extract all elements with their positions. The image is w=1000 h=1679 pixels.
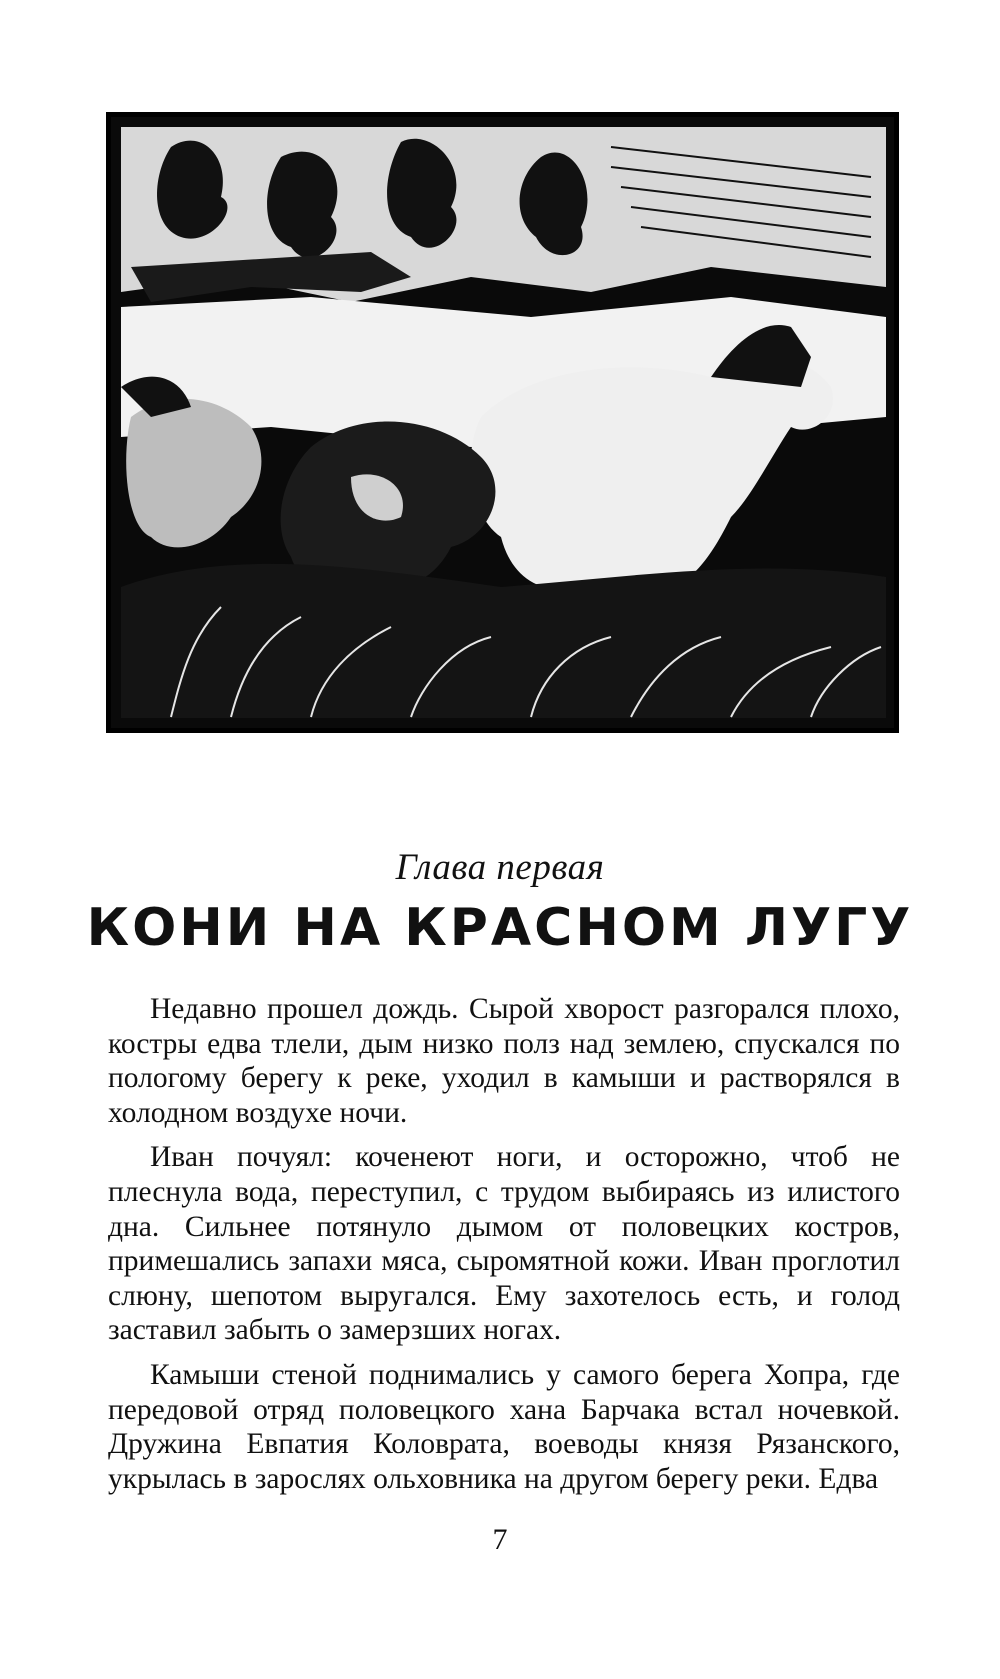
chapter-label: Глава первая xyxy=(395,847,605,888)
body-text xyxy=(108,992,900,1506)
chapter-title: КОНИ НА КРАСНОМ ЛУГУ xyxy=(86,898,914,958)
chapter-illustration xyxy=(106,112,899,733)
paragraph-1: Недавно прошел дождь. Сырой хворост разгорался плохо, костры едва тлели, дым низко полз над землею, спускался по пологому берегу к реке, уходил в камыши и растворялся в холодном воздухе ночи. xyxy=(108,993,900,1129)
paragraph-3: Камыши стеной поднимались у самого берега Хопра, где передовой отряд половецкого хана Барчака встал ночевкой. Дружина Евпатия Коловрата, воеводы князя Рязанского, укрылась в зарослях ольховника на другом берегу реки. Едва xyxy=(108,1358,900,1495)
woodcut-horses-icon xyxy=(111,117,894,728)
page-number: 7 xyxy=(492,1523,508,1556)
paragraph-2: Иван почуял: коченеют ноги, и осторожно, чтоб не плеснула вода, переступил, с трудом выбираясь из илистого дна. Сильнее потянуло дымом от половецких костров, примешались запахи мяса, сыромятной кожи. Иван проглотил слюну, шепотом выругался. Ему захотелось есть, и голод заставил забыть о замерзших ногах. xyxy=(108,1141,900,1347)
